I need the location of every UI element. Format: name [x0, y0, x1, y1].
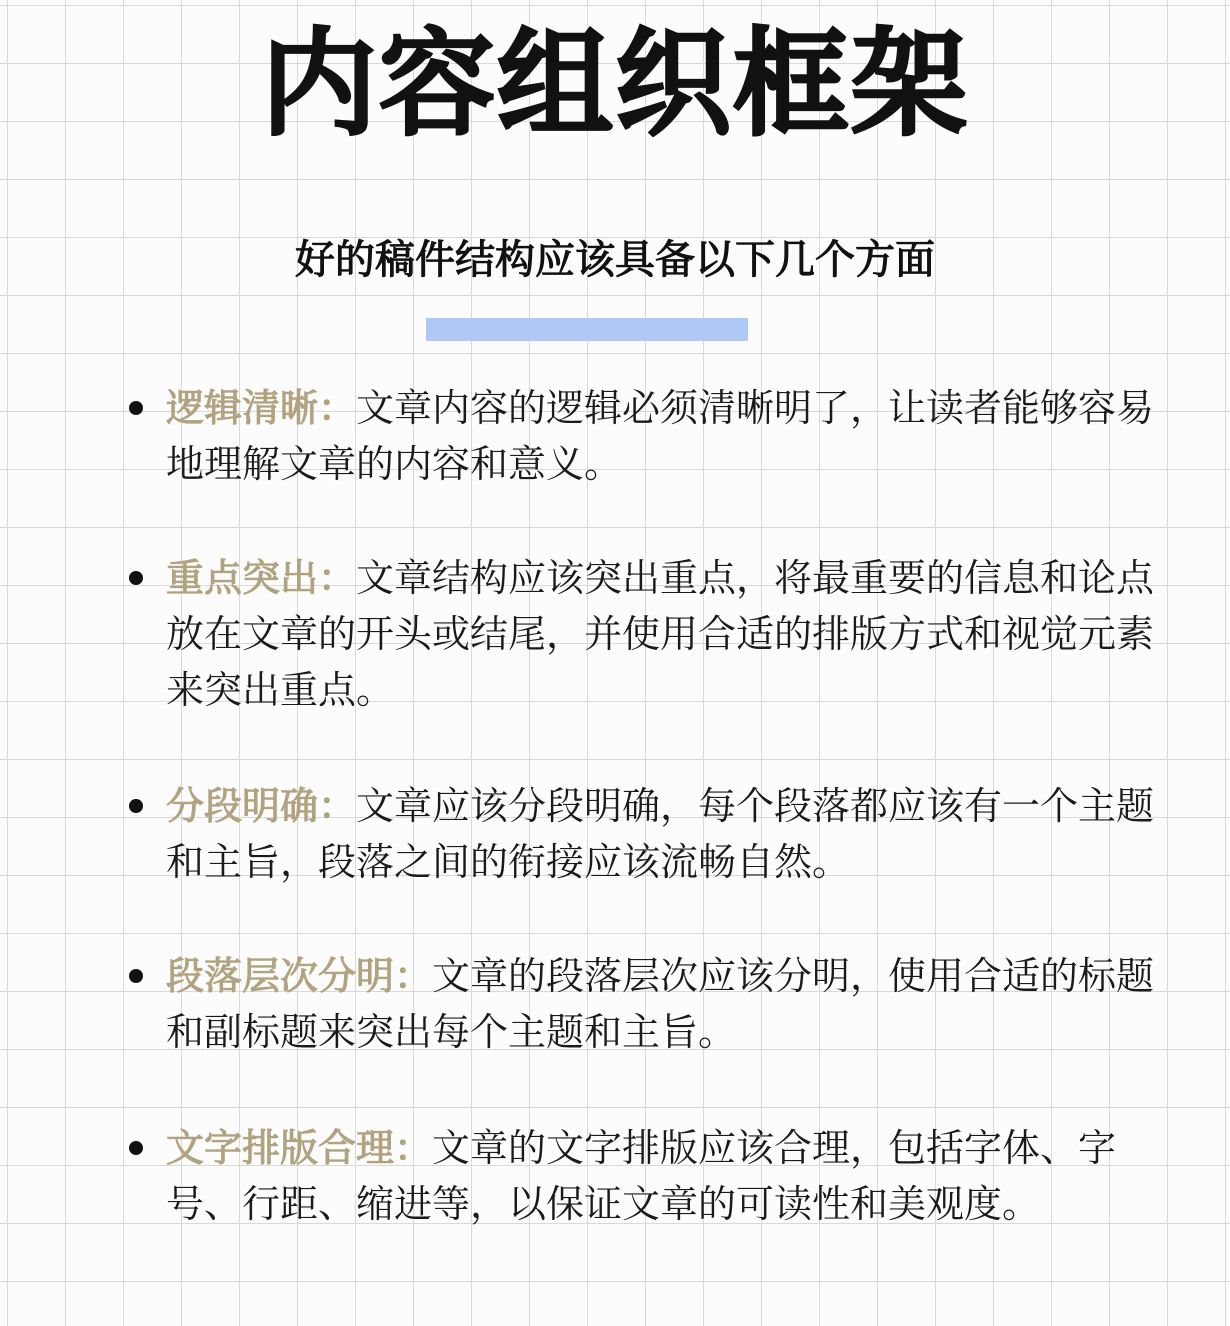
bullet-dot-icon [129, 969, 143, 983]
point-term: 重点突出： [166, 556, 357, 600]
bullet-dot-icon [129, 799, 143, 813]
list-item [166, 1120, 1156, 1232]
point-term: 分段明确： [166, 784, 357, 828]
point-text: 文章应该分段明确，每个段落都应该有一个主题和主旨，段落之间的衔接应该流畅自然。 [166, 784, 1155, 884]
point-text: 文章内容的逻辑必须清晰明了，让读者能够容易地理解文章的内容和意义。 [166, 386, 1155, 486]
page-subtitle: 好的稿件结构应该具备以下几个方面 [295, 237, 935, 283]
list-item [166, 778, 1156, 890]
point-text: 文章的文字排版应该合理，包括字体、字号、行距、缩进等，以保证文章的可读性和美观度。 [166, 1126, 1117, 1226]
point-text: 文章的段落层次应该分明，使用合适的标题和副标题来突出每个主题和主旨。 [166, 954, 1155, 1054]
point-text: 文章结构应该突出重点，将最重要的信息和论点放在文章的开头或结尾，并使用合适的排版方式和视觉元素来突出重点。 [166, 556, 1155, 712]
list-item [166, 948, 1156, 1060]
point-term: 文字排版合理： [166, 1126, 433, 1170]
list-item [166, 550, 1156, 718]
bullet-dot-icon [129, 401, 143, 415]
bullet-dot-icon [129, 571, 143, 585]
page-title: 内容组织框架 [261, 16, 969, 152]
bullet-dot-icon [129, 1141, 143, 1155]
point-term: 逻辑清晰： [166, 386, 357, 430]
point-term: 段落层次分明： [166, 954, 433, 998]
list-item [166, 380, 1156, 492]
